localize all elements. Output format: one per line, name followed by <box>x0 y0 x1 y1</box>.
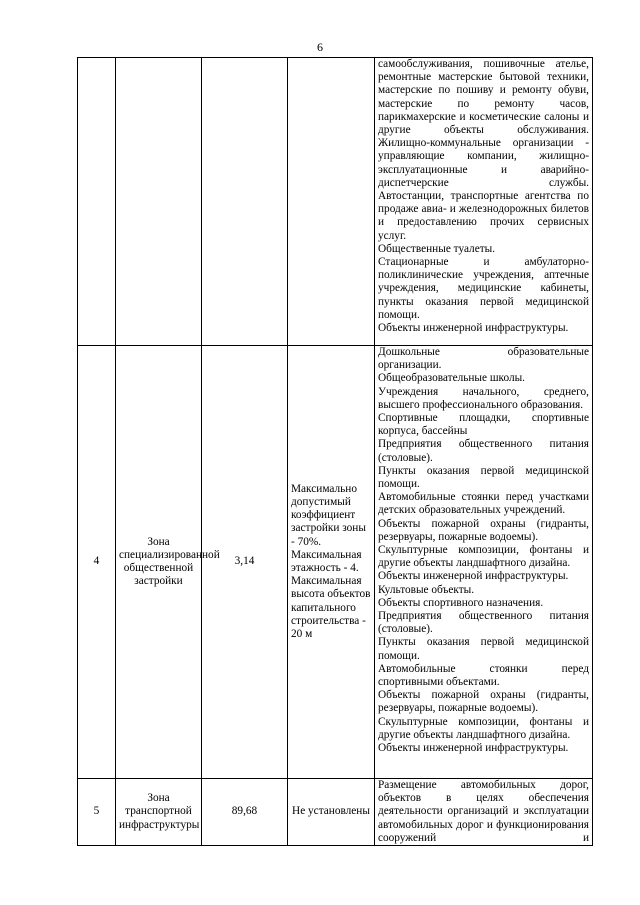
zone-area-cell: 3,14 <box>202 346 288 779</box>
use-item: Пункты оказания первой медицинской помощи. <box>378 464 589 491</box>
use-item: Объекты спортивного назначения. <box>378 596 544 609</box>
use-item: Предприятия общественного питания (столовые). <box>378 610 589 636</box>
zone-name-cell: Зона специализированной общественной застройки <box>116 346 202 779</box>
use-item: Общеобразовательные школы. <box>378 372 526 385</box>
permitted-uses-cell <box>375 346 593 779</box>
table-row <box>78 346 593 779</box>
zone-params-cell: Не установлены <box>288 779 375 846</box>
zone-number-cell: 5 <box>78 779 116 846</box>
zone-number-cell <box>78 58 116 346</box>
zone-number-cell: 4 <box>78 346 116 779</box>
use-item: Автомобильные стоянки перед спортивными объектами. <box>378 662 589 689</box>
use-item: Объекты инженерной инфраструктуры. <box>378 742 569 755</box>
use-item: Скульптурные композиции, фонтаны и другие объекты ландшафтного дизайна. <box>378 715 589 741</box>
zone-name-cell <box>116 58 202 346</box>
use-item: Скульптурные композиции, фонтаны и другие объекты ландшафтного дизайна. <box>378 544 589 570</box>
page-number: 6 <box>317 40 323 54</box>
zone-area-cell: 89,68 <box>202 779 288 846</box>
zone-params-cell <box>288 58 375 346</box>
use-item: Объекты пожарной охраны (гидранты, резервуары, пожарные водоемы). <box>378 689 589 715</box>
use-item: Жилищно-коммунальные организации - управляющие компании, жилищно-эксплуатационные и аварийно-диспетчерские службы. <box>378 137 589 189</box>
use-item: Дошкольные образовательные организации. <box>378 346 589 372</box>
use-item: Общественные туалеты. <box>378 242 496 255</box>
use-item: Культовые объекты. <box>378 583 475 596</box>
table-row <box>78 58 593 346</box>
zone-area-cell <box>202 58 288 346</box>
use-item: Предприятия общественного питания (столовые). <box>378 438 589 464</box>
use-item: Объекты инженерной инфраструктуры. <box>378 570 569 583</box>
use-item: Автомобильные стоянки перед участками детских образовательных учреждений. <box>378 491 589 517</box>
permitted-uses-cell <box>375 58 593 346</box>
zone-name-cell: Зона транспортной инфраструктуры <box>116 779 202 846</box>
permitted-uses-cell <box>375 779 593 846</box>
use-item: Объекты пожарной охраны (гидранты, резервуары, пожарные водоемы). <box>378 517 589 543</box>
table-row <box>78 779 593 846</box>
use-item: самообслуживания, пошивочные ателье, ремонтные мастерские бытовой техники, мастерские по пошиву и ремонту обуви, мастерские по ремонту часов, парикмахерские и косметические салоны и другие объекты обслуживания. <box>378 58 589 137</box>
use-item: Учреждения начального, среднего, высшего профессионального образования. <box>378 385 589 411</box>
use-item: Размещение автомобильных дорог, объектов в целях обеспечения деятельности организаций и эксплуатации автомобильных дорог и функционирования сооружений и <box>378 779 589 844</box>
use-item: Спортивные площадки, спортивные корпуса, бассейны <box>378 412 589 438</box>
use-item: Стационарные и амбулаторно-поликлинические учреждения, аптечные учреждения, медицинские кабинеты, пункты оказания первой медицинской помощи. <box>378 256 589 321</box>
use-item: Автостанции, транспортные агентства по продаже авиа- и железнодорожных билетов и предоставлению прочих сервисных услуг. <box>378 190 589 242</box>
use-item: Объекты инженерной инфраструктуры. <box>378 322 569 335</box>
zone-params-cell: Максимально допустимый коэффициент застройки зоны - 70%. Максимальная этажность - 4. Максимальная высота объектов капитального строительства - 20 м <box>288 346 375 779</box>
use-item: Пункты оказания первой медицинской помощи. <box>378 636 589 662</box>
zones-table <box>77 57 593 846</box>
